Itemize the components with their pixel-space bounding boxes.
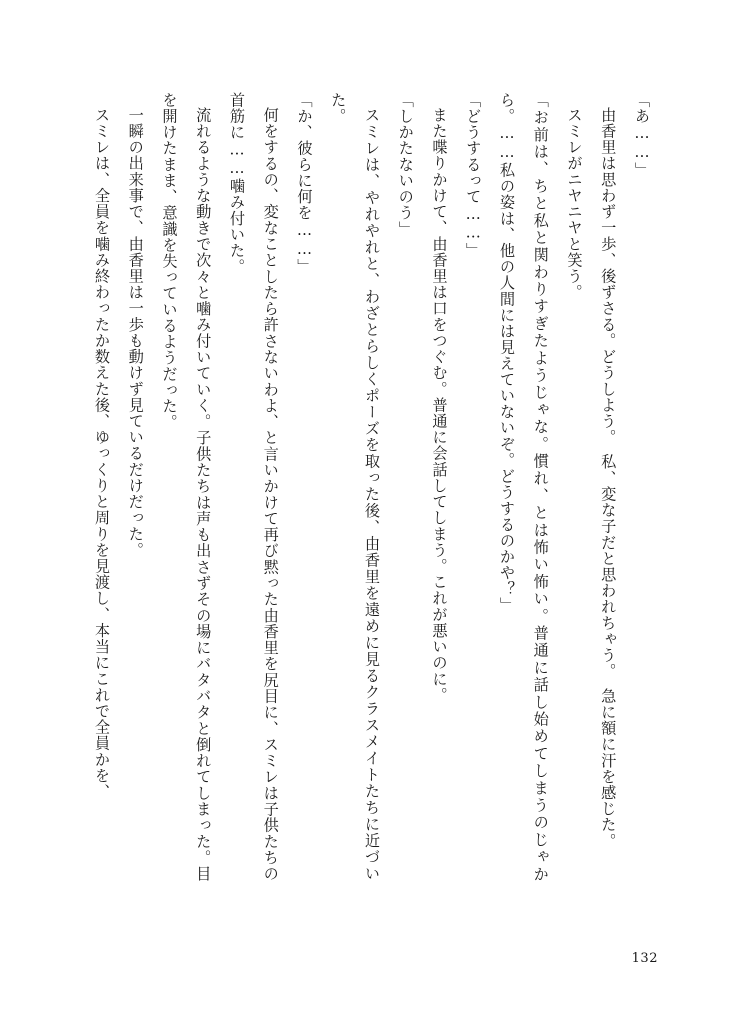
paragraph: 「あ……」 — [633, 92, 651, 179]
paragraph: スミレがニヤニヤと笑う。 — [565, 107, 584, 301]
page-number: 132 — [631, 951, 658, 966]
paragraph: 「お前は、ちと私と関わりすぎたようじゃな。慣れ、とは怖い怖い。普通に話し始めてしまうのじゃから。……私の姿は、他の人間には見えていないぞ。どうするのかや？」 — [498, 92, 550, 882]
paragraph: また喋りかけて、由香里は口をつぐむ。普通に会話してしまう。これが悪いのに。 — [430, 107, 449, 704]
page-body-text — [93, 92, 658, 882]
paragraph: 「どうするって……」 — [464, 92, 483, 259]
paragraph: 由香里は思わず一歩、後ずさる。どうしよう。 私、変な子だと思われちゃう。 急に額に汗を感じた。 — [599, 107, 618, 850]
paragraph: 一瞬の出来事で、由香里は一歩も動けず見ているだけだった。 — [126, 107, 145, 559]
paragraph: 「か、彼らに何を……」 — [295, 92, 314, 275]
paragraph: 何をするの、変なことしたら許さないわよ、と言いかけて再び黙った由香里を尻目に、スミレは子供たちの首筋に……噛み付いた。 — [228, 92, 280, 882]
paragraph: スミレは、全員を噛み終わったか数えた後、ゆっくりと周りを見渡し、本当にこれで全員かを、 — [93, 107, 111, 801]
paragraph: 流れるような動きで次々と噛み付いていく。子供たちは声も出さずその場にバタバタと倒れてしまった。目を開けたまま、意識を失っているようだった。 — [160, 92, 213, 882]
paragraph: 「しかたないのう」 — [396, 92, 415, 238]
paragraph: スミレは、やれやれと、わざとらしくポーズを取った後、由香里を遠めに見るクラスメイトたちに近づいた。 — [329, 92, 381, 882]
